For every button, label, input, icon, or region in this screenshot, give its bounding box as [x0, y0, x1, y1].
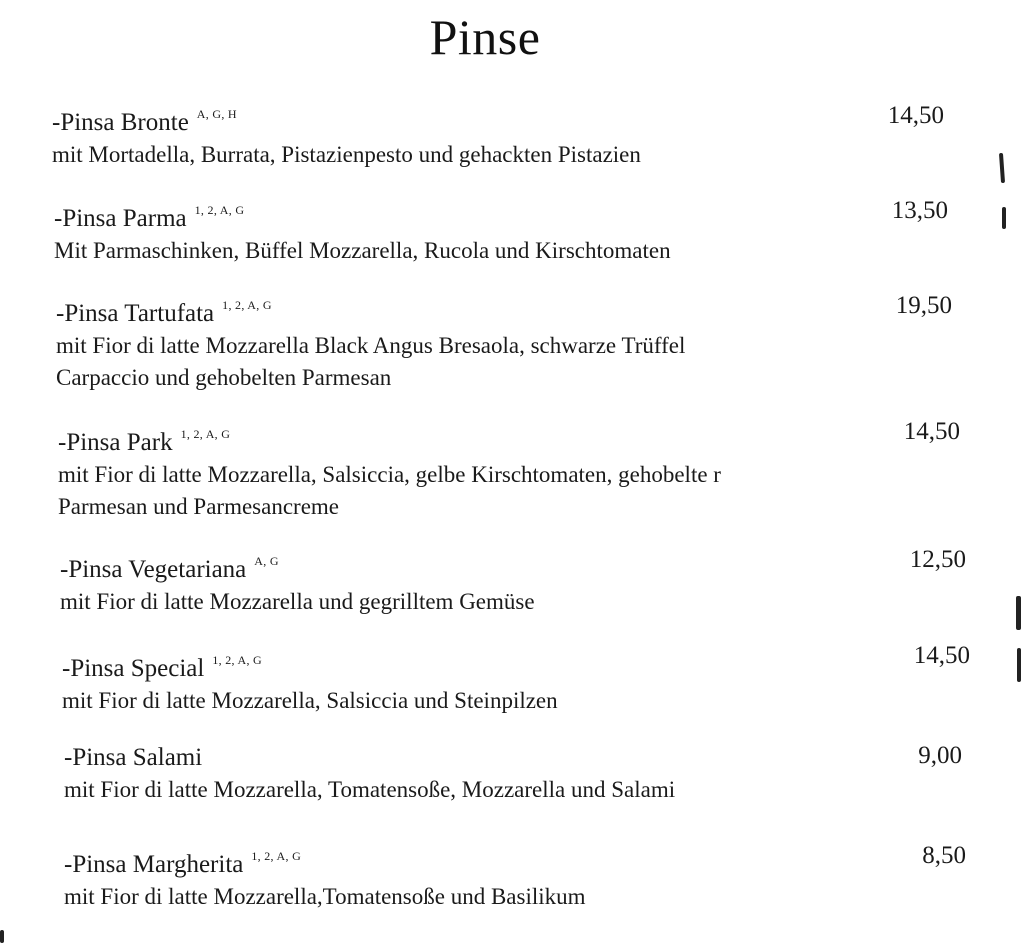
- menu-item-header: [60, 547, 535, 584]
- menu-item: [56, 291, 685, 394]
- menu-item-description: mit Fior di latte Mozzarella, Salsiccia, gelbe Kirschtomaten, gehobelte r: [58, 462, 721, 487]
- menu-item-price: 13,50: [891, 197, 948, 224]
- scan-edge-mark: [999, 153, 1005, 183]
- menu-item-name: -Pinsa Special: [62, 655, 205, 682]
- menu-item-header: [64, 842, 586, 879]
- menu-item-header: [64, 744, 675, 772]
- menu-item-description: mit Fior di latte Mozzarella, Tomatensoße, Mozzarella und Salami: [64, 777, 676, 802]
- scan-edge-mark: [1002, 207, 1006, 229]
- menu-item-price: 14,50: [903, 418, 960, 445]
- allergen-codes: A, G, H: [196, 107, 237, 121]
- menu-item-name: -Pinsa Tartufata: [56, 300, 215, 327]
- menu-item: [62, 646, 558, 717]
- page-title: Pinse: [429, 9, 541, 65]
- menu-item-price: 14,50: [913, 642, 970, 669]
- scan-edge-mark: [1017, 648, 1021, 682]
- menu-item-description: mit Fior di latte Mozzarella Black Angus Bresaola, schwarze Trüffel: [56, 333, 686, 358]
- menu-item-description: mit Mortadella, Burrata, Pistazienpesto und gehackten Pistazien: [52, 142, 641, 167]
- allergen-codes: 1, 2, A, G: [251, 849, 302, 863]
- menu-item-price: 12,50: [909, 546, 966, 573]
- allergen-codes: 1, 2, A, G: [180, 427, 231, 441]
- allergen-codes: 1, 2, A, G: [212, 653, 263, 667]
- allergen-codes: A, G: [254, 554, 279, 568]
- menu-item-name: -Pinsa Park: [58, 429, 173, 456]
- menu-item: [64, 744, 675, 806]
- menu-item-price: 14,50: [887, 102, 944, 129]
- menu-item-price: 19,50: [895, 292, 952, 319]
- menu-item-name: -Pinsa Salami: [64, 744, 203, 771]
- menu-item: [64, 842, 586, 913]
- menu-item-name: -Pinsa Margherita: [64, 851, 244, 878]
- menu-item-name: -Pinsa Parma: [54, 205, 187, 232]
- allergen-codes: 1, 2, A, G: [222, 298, 272, 312]
- menu-item: [52, 100, 641, 171]
- menu-item-description: Mit Parmaschinken, Büffel Mozzarella, Rucola und Kirschtomaten: [54, 238, 671, 263]
- menu-item: [60, 547, 535, 618]
- scan-edge-mark: [0, 930, 4, 943]
- menu-item-header: [62, 646, 558, 683]
- scan-edge-mark: [1016, 596, 1021, 630]
- menu-item-description: Parmesan und Parmesancreme: [58, 494, 340, 519]
- menu-item-header: [54, 196, 671, 233]
- menu-item-header: [52, 100, 641, 137]
- menu-item-header: [58, 420, 721, 457]
- allergen-codes: 1, 2, A, G: [194, 203, 245, 217]
- menu-item-header: [56, 291, 685, 328]
- menu-item-name: -Pinsa Vegetariana: [60, 556, 247, 583]
- menu-item-description: Carpaccio und gehobelten Parmesan: [56, 365, 392, 390]
- menu-item: [58, 420, 721, 523]
- menu-item-name: -Pinsa Bronte: [52, 109, 189, 136]
- menu-item-description: mit Fior di latte Mozzarella,Tomatensoße und Basilikum: [64, 884, 586, 909]
- menu-item-price: 8,50: [922, 842, 966, 869]
- menu-item-description: mit Fior di latte Mozzarella und gegrilltem Gemüse: [60, 589, 535, 614]
- menu-item: [54, 196, 671, 267]
- menu-item-description: mit Fior di latte Mozzarella, Salsiccia und Steinpilzen: [62, 688, 558, 713]
- menu-item-price: 9,00: [918, 742, 962, 769]
